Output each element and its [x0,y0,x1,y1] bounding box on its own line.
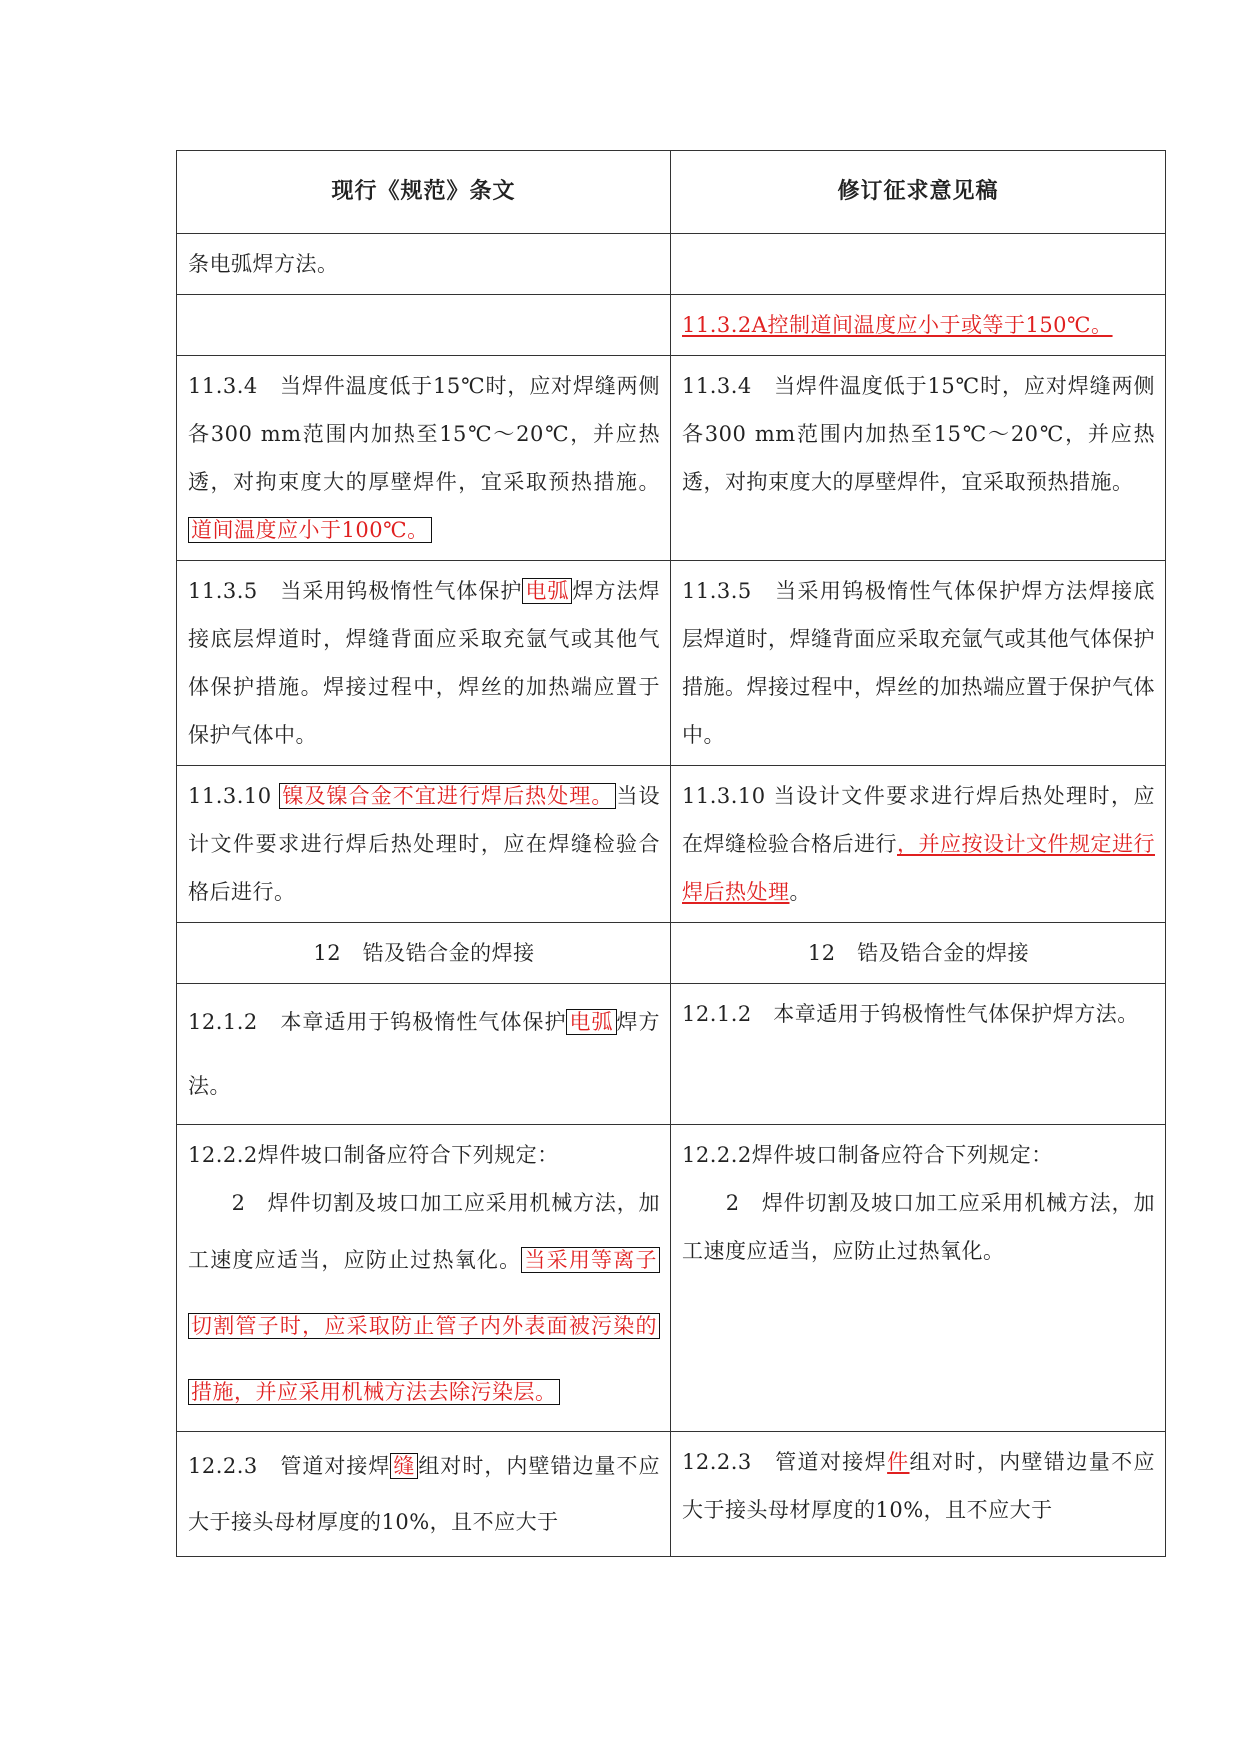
table-row [177,561,1166,766]
cell-text: 组对时，内壁错边量不应大于接头母材厚度的10%，且不应大于 [682,1450,1156,1522]
cell-left [177,561,671,766]
cell-text: 12 锆及锆合金的焊接 [313,941,535,965]
header-current-code: 现行《规范》条文 [177,151,671,234]
inserted-text: 件 [887,1450,910,1474]
cell-indent-spacer [682,1191,726,1215]
table-row [177,766,1166,923]
deleted-text: 镍及镍合金不宜进行焊后热处理。 [279,783,616,809]
deleted-text: 当采用等离子切割管子时，应采取防止管子内外表面被污染的措施，并应采用机械方法去除污染层。 [188,1247,660,1405]
comparison-table [176,150,1166,1557]
cell-right [671,561,1166,766]
cell-text: 12 锆及锆合金的焊接 [807,941,1030,965]
cell-left [177,295,671,356]
deleted-text: 道间温度应小于100℃。 [188,517,432,543]
cell-text: 11.3.5 当采用钨极惰性气体保护焊方法焊接底层焊道时，焊缝背面应采取充氩气或其他气体保护措施。焊接过程中，焊丝的加热端应置于保护气体中。 [682,579,1155,747]
cell-right [671,1125,1166,1432]
cell-text: 11.3.4 当焊件温度低于15℃时，应对焊缝两侧各300 mm范围内加热至15℃～20℃，并应热透，对拘束度大的厚壁焊件，宜采取预热措施。 [188,374,660,494]
table-header-row [177,151,1166,234]
table-row [177,984,1166,1125]
cell-text: 12.2.2焊件坡口制备应符合下列规定： [188,1143,559,1167]
table-row [177,923,1166,984]
cell-left [177,356,671,561]
deleted-text: 电弧 [566,1009,616,1035]
cell-text: 11.3.10 当设计文件要求进行焊后热处理时，应在焊缝检验合格后进行 [682,784,1155,856]
table-row [177,1432,1166,1557]
cell-right [671,984,1166,1125]
cell-text: 12.2.3 管道对接焊 [682,1450,888,1474]
cell-text: 12.2.3 管道对接焊 [188,1454,391,1478]
table-row [177,295,1166,356]
cell-text: 12.2.2焊件坡口制备应符合下列规定： [682,1143,1053,1167]
cell-left [177,1432,671,1557]
cell-text: 12.1.2 本章适用于钨极惰性气体保护 [188,1010,567,1034]
cell-text: 11.3.10 [188,784,280,808]
inserted-text: ，并应按设计文件规定进行焊后热处理 [682,832,1155,904]
table-row [177,1125,1166,1432]
chapter-heading-right [671,923,1166,984]
cell-text: 焊方法。 [188,1010,661,1098]
cell-indent-spacer [188,1191,232,1215]
table-row [177,356,1166,561]
cell-left [177,234,671,295]
cell-left [177,984,671,1125]
cell-text: 11.3.5 当采用钨极惰性气体保护 [188,579,523,603]
chapter-heading-left [177,923,671,984]
deleted-text: 缝 [390,1453,418,1479]
cell-text: 。 [789,880,811,904]
inserted-text: 11.3.2A控制道间温度应小于或等于150℃。 [682,313,1113,337]
cell-text: 11.3.4 当焊件温度低于15℃时，应对焊缝两侧各300 mm范围内加热至15℃～20℃，并应热透，对拘束度大的厚壁焊件，宜采取预热措施。 [682,374,1155,494]
cell-text: 2 焊件切割及坡口加工应采用机械方法，加工速度应适当，应防止过热氧化。 [682,1191,1156,1263]
cell-text: 12.1.2 本章适用于钨极惰性气体保护焊方法。 [682,1002,1139,1026]
cell-right [671,295,1166,356]
cell-left [177,1125,671,1432]
deleted-text: 电弧 [522,578,572,604]
cell-right [671,1432,1166,1557]
header-revision-draft: 修订征求意见稿 [671,151,1166,234]
cell-text: 组对时，内壁错边量不应大于接头母材厚度的10%，且不应大于 [188,1454,661,1534]
cell-text: 条电弧焊方法。 [188,252,339,276]
table-row [177,234,1166,295]
cell-right [671,766,1166,923]
cell-text: 当设计文件要求进行焊后热处理时，应在焊缝检验合格后进行。 [188,784,661,904]
cell-right [671,234,1166,295]
cell-text: 2 焊件切割及坡口加工应采用机械方法，加工速度应适当，应防止过热氧化。 [188,1191,661,1272]
cell-left [177,766,671,923]
cell-right [671,356,1166,561]
cell-text: 焊方法焊接底层焊道时，焊缝背面应采取充氩气或其他气体保护措施。焊接过程中，焊丝的加热端应置于保护气体中。 [188,579,661,747]
